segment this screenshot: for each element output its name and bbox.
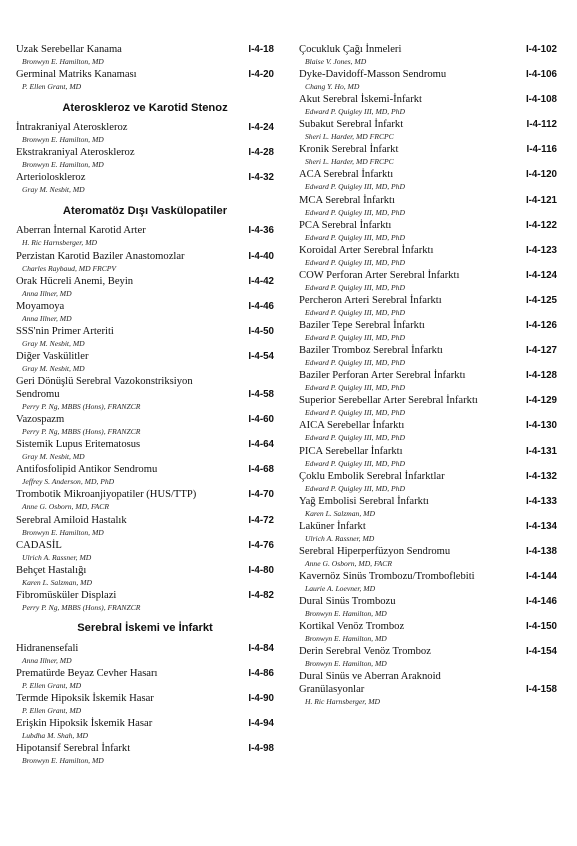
entry-author: Anna Illner, MD	[22, 288, 72, 298]
toc-entry[interactable]	[299, 620, 557, 645]
entry-author: Bronwyn E. Hamilton, MD	[22, 160, 104, 170]
page-number: I-4-125	[525, 294, 557, 306]
page-number: I-4-130	[525, 420, 557, 432]
page-number: I-4-60	[248, 414, 274, 426]
entry-title: Akut Serebral İskemi-İnfarkt	[299, 94, 422, 106]
entry-author: Lubdha M. Shah, MD	[22, 731, 89, 741]
page-number: I-4-86	[248, 667, 274, 679]
page-number: I-4-64	[248, 439, 274, 451]
entry-author: Edward P. Quigley III, MD, PhD	[305, 257, 405, 267]
page-number: I-4-121	[525, 194, 557, 206]
toc-entry[interactable]	[299, 470, 557, 495]
entry-title: Kortikal Venöz Tromboz	[299, 621, 405, 633]
entry-author: Perry P. Ng, MBBS (Hons), FRANZCR	[22, 402, 141, 412]
page-number: I-4-24	[248, 122, 274, 134]
page-number: I-4-133	[525, 495, 557, 507]
entry-title: SSS'nin Primer Arteriti	[16, 325, 114, 337]
entry-title: Hipotansif Serebral İnfarkt	[16, 743, 131, 755]
entry-title: Dural Sinüs ve Aberran Araknoid	[299, 671, 441, 683]
page-number: I-4-54	[248, 350, 274, 362]
entry-author: Sheri L. Harder, MD FRCPC	[305, 132, 394, 142]
entry-title: Sistemik Lupus Eritematosus	[16, 439, 141, 451]
entry-title: Kronik Serebral İnfarkt	[299, 144, 399, 156]
entry-author: Karen L. Salzman, MD	[305, 508, 375, 518]
entry-author: Bronwyn E. Hamilton, MD	[22, 527, 104, 537]
entry-author: P. Ellen Grant, MD	[22, 82, 82, 92]
entry-title: ACA Serebral İnfarktı	[299, 169, 394, 181]
toc-entry[interactable]	[16, 300, 274, 325]
page-number: I-4-28	[248, 147, 274, 159]
toc-entry[interactable]	[16, 488, 274, 513]
page-number: I-4-36	[248, 225, 274, 237]
page-number: I-4-46	[248, 300, 274, 312]
entry-author: Gray M. Nesbit, MD	[22, 363, 85, 373]
toc-entry[interactable]	[299, 168, 557, 193]
entry-title: Superior Serebellar Arter Serebral İnfarktı	[299, 395, 478, 407]
toc-entry[interactable]	[16, 667, 274, 692]
page-number: I-4-82	[248, 589, 274, 601]
page-number: I-4-128	[525, 370, 557, 382]
entry-author: Chang Y. Ho, MD	[305, 82, 360, 92]
entry-author: P. Ellen Grant, MD	[22, 680, 82, 690]
page-number: I-4-58	[248, 389, 274, 401]
section-heading: Serebral İskemi ve İnfarkt	[77, 622, 213, 635]
entry-author: Edward P. Quigley III, MD, PhD	[305, 307, 405, 317]
entry-title: Koroidal Arter Serebral İnfarktı	[299, 244, 434, 256]
entry-title: CADASİL	[16, 539, 62, 551]
entry-author: Edward P. Quigley III, MD, PhD	[305, 383, 405, 393]
entry-title: Subakut Serebral İnfarkt	[299, 119, 404, 131]
toc-entry[interactable]	[16, 224, 274, 249]
page-number: I-4-50	[248, 325, 274, 337]
entry-title: İntrakraniyal Ateroskleroz	[16, 122, 128, 134]
page-number: I-4-144	[525, 570, 557, 582]
entry-author: Jeffrey S. Anderson, MD, PhD	[22, 477, 115, 487]
toc-entry[interactable]	[299, 445, 557, 470]
toc-entry[interactable]	[16, 692, 274, 717]
entry-author: Anne G. Osborn, MD, FACR	[305, 558, 392, 568]
entry-author: Ulrich A. Rassner, MD	[305, 533, 375, 543]
entry-title: Geri Dönüşlü Serebral Vazokonstriksiyon	[16, 376, 193, 388]
entry-title: MCA Serebral İnfarktı	[299, 194, 395, 206]
entry-title: Hidranensefali	[16, 642, 79, 654]
page-number: I-4-134	[525, 520, 557, 532]
toc-entry[interactable]	[299, 194, 557, 219]
page-number: I-4-90	[248, 693, 274, 705]
toc-entry[interactable]	[16, 43, 274, 68]
toc-entry[interactable]	[299, 344, 557, 369]
entry-title: Serebral Amiloid Hastalık	[16, 514, 127, 526]
entry-author: Ulrich A. Rassner, MD	[22, 552, 92, 562]
page-number: I-4-129	[525, 395, 557, 407]
toc-entry[interactable]	[299, 570, 557, 595]
toc-entry[interactable]	[16, 463, 274, 488]
toc-entry[interactable]	[299, 419, 557, 444]
entry-title: AICA Serebellar İnfarktı	[299, 420, 405, 432]
entry-author: Bronwyn E. Hamilton, MD	[22, 756, 104, 766]
page-number: I-4-112	[526, 119, 557, 131]
entry-title-continued: Granülasyonlar	[299, 684, 365, 696]
entry-title: PICA Serebellar İnfarktı	[299, 445, 403, 457]
page-number: I-4-131	[525, 445, 557, 457]
entry-author: P. Ellen Grant, MD	[22, 706, 82, 716]
page-number: I-4-80	[248, 564, 274, 576]
entry-author: Edward P. Quigley III, MD, PhD	[305, 107, 405, 117]
entry-title: Ekstrakraniyal Ateroskleroz	[16, 147, 135, 159]
page-number: I-4-94	[248, 718, 274, 730]
entry-author: Bronwyn E. Hamilton, MD	[22, 57, 104, 66]
toc-entry[interactable]	[299, 93, 557, 118]
page-number: I-4-154	[525, 646, 557, 658]
page-number: I-4-138	[525, 545, 557, 557]
entry-author: Gray M. Nesbit, MD	[22, 185, 85, 195]
toc-entry[interactable]	[16, 642, 274, 667]
section-heading: Ateroskleroz ve Karotid Stenoz	[62, 101, 228, 114]
entry-author: Laurie A. Loevner, MD	[305, 583, 376, 593]
entry-author: Bronwyn E. Hamilton, MD	[22, 135, 104, 145]
toc-right-column	[299, 43, 557, 708]
entry-title: Vazospazm	[16, 414, 65, 426]
page-number: I-4-32	[248, 172, 274, 184]
entry-author: Gray M. Nesbit, MD	[22, 338, 85, 348]
entry-title: Fibromüsküler Displazi	[16, 589, 117, 601]
toc-entry[interactable]	[16, 589, 274, 614]
toc-entry[interactable]	[16, 742, 274, 767]
toc-entry[interactable]	[16, 171, 274, 196]
page-number: I-4-42	[248, 275, 274, 287]
page-number: I-4-68	[248, 464, 274, 476]
entry-author: Edward P. Quigley III, MD, PhD	[305, 408, 405, 418]
entry-author: Anna Illner, MD	[22, 655, 72, 665]
entry-author: Edward P. Quigley III, MD, PhD	[305, 333, 405, 343]
entry-title-continued: Sendromu	[16, 389, 60, 401]
entry-title: Orak Hücreli Anemi, Beyin	[16, 275, 134, 287]
entry-title: Derin Serebral Venöz Tromboz	[299, 646, 431, 658]
toc-left-column	[16, 43, 274, 767]
entry-title: Dural Sinüs Trombozu	[299, 596, 396, 608]
entry-title: Baziler Perforan Arter Serebral İnfarktı	[299, 370, 466, 382]
toc-entry[interactable]	[16, 325, 274, 350]
page-number: I-4-158	[525, 684, 557, 696]
entry-author: Blaise V. Jones, MD	[305, 57, 367, 66]
entry-title: Termde Hipoksik İskemik Hasar	[16, 693, 154, 705]
toc-entry[interactable]	[16, 146, 274, 171]
entry-title: Trombotik Mikroanjiyopatiler (HUS/TTP)	[16, 489, 197, 501]
page-number: I-4-123	[525, 244, 557, 256]
entry-author: Edward P. Quigley III, MD, PhD	[305, 458, 405, 468]
page-number: I-4-98	[248, 743, 274, 755]
toc-entry[interactable]	[299, 495, 557, 520]
entry-title: Moyamoya	[16, 300, 65, 312]
entry-author: Karen L. Salzman, MD	[22, 577, 92, 587]
section-heading: Ateromatöz Dışı Vaskülopatiler	[62, 204, 228, 217]
entry-author: Anna Illner, MD	[22, 313, 72, 323]
toc-entry[interactable]	[299, 68, 557, 93]
entry-title: Perzistan Karotid Baziler Anastomozlar	[16, 250, 185, 262]
page-number: I-4-40	[248, 250, 274, 262]
entry-author: Edward P. Quigley III, MD, PhD	[305, 358, 405, 368]
entry-title: Antifosfolipid Antikor Sendromu	[16, 464, 158, 476]
entry-title: Erişkin Hipoksik İskemik Hasar	[16, 718, 153, 730]
entry-author: Edward P. Quigley III, MD, PhD	[305, 282, 405, 292]
toc-entry[interactable]	[16, 564, 274, 589]
entry-author: Edward P. Quigley III, MD, PhD	[305, 433, 405, 443]
page-number: I-4-102	[525, 44, 557, 55]
entry-title: Germinal Matriks Kanaması	[16, 69, 137, 81]
entry-author: Perry P. Ng, MBBS (Hons), FRANZCR	[22, 602, 141, 612]
page-number: I-4-20	[248, 69, 274, 81]
entry-author: Anne G. Osborn, MD, FACR	[22, 502, 109, 512]
toc-entry[interactable]	[299, 670, 557, 708]
entry-author: Bronwyn E. Hamilton, MD	[305, 659, 387, 669]
entry-title: Prematürde Beyaz Cevher Hasarı	[16, 667, 158, 679]
entry-title: Aberran İnternal Karotid Arter	[16, 225, 146, 237]
entry-title: Yağ Embolisi Serebral İnfarktı	[299, 495, 429, 507]
entry-title: Baziler Tromboz Serebral İnfarktı	[299, 345, 443, 357]
entry-author: Sheri L. Harder, MD FRCPC	[305, 157, 394, 167]
entry-title: Arterioloskleroz	[16, 172, 86, 184]
entry-author: Edward P. Quigley III, MD, PhD	[305, 207, 405, 217]
entry-title: Percheron Arteri Serebral İnfarktı	[299, 294, 442, 306]
toc-entry[interactable]	[16, 68, 274, 93]
entry-author: Bronwyn E. Hamilton, MD	[305, 634, 387, 644]
page-number: I-4-124	[525, 269, 557, 281]
page-number: I-4-72	[248, 514, 274, 526]
toc-entry[interactable]	[299, 319, 557, 344]
toc-entry[interactable]	[16, 438, 274, 463]
entry-author: H. Ric Harnsberger, MD	[305, 697, 381, 707]
entry-author: Perry P. Ng, MBBS (Hons), FRANZCR	[22, 427, 141, 437]
page-number: I-4-70	[248, 489, 274, 501]
toc-entry[interactable]	[16, 275, 274, 300]
page-number: I-4-126	[525, 320, 557, 332]
entry-author: Bronwyn E. Hamilton, MD	[305, 609, 387, 619]
page-number: I-4-106	[525, 69, 557, 81]
entry-title: COW Perforan Arter Serebral İnfarktı	[299, 269, 460, 281]
toc-entry[interactable]	[16, 250, 274, 275]
entry-title: Diğer Vaskülitler	[16, 350, 89, 362]
page-number: I-4-132	[525, 470, 557, 482]
page-number: I-4-122	[525, 219, 557, 231]
entry-title: Uzak Serebellar Kanama	[16, 44, 122, 55]
toc-entry[interactable]	[299, 269, 557, 294]
entry-author: Edward P. Quigley III, MD, PhD	[305, 232, 405, 242]
entry-title: Dyke-Davidoff-Masson Sendromu	[299, 69, 447, 81]
page-number: I-4-76	[248, 539, 274, 551]
page-number: I-4-146	[525, 596, 557, 608]
toc-entry[interactable]	[16, 121, 274, 146]
page-number: I-4-127	[525, 345, 557, 357]
entry-title: Çocukluk Çağı İnmeleri	[299, 44, 402, 55]
toc-entry[interactable]	[299, 143, 557, 168]
toc-entry[interactable]	[16, 413, 274, 438]
toc-entry[interactable]	[299, 294, 557, 319]
toc-entry[interactable]	[299, 520, 557, 545]
entry-author: Edward P. Quigley III, MD, PhD	[305, 182, 405, 192]
toc-entry[interactable]	[299, 369, 557, 394]
toc-entry[interactable]	[16, 375, 274, 413]
entry-title: Çoklu Embolik Serebral İnfarktlar	[299, 470, 445, 482]
entry-title: Kavernöz Sinüs Trombozu/Tromboflebiti	[299, 570, 475, 582]
entry-author: H. Ric Harnsberger, MD	[22, 238, 98, 248]
toc-entry[interactable]	[299, 43, 557, 68]
toc-entry[interactable]	[299, 118, 557, 143]
toc-entry[interactable]	[16, 717, 274, 742]
entry-title: Laküner İnfarkt	[299, 520, 366, 532]
page-number: I-4-150	[525, 621, 557, 633]
page-number: I-4-120	[525, 169, 557, 181]
toc-entry[interactable]	[16, 350, 274, 375]
page-number: I-4-18	[248, 44, 274, 55]
entry-title: Serebral Hiperperfüzyon Sendromu	[299, 545, 451, 557]
page-number: I-4-116	[526, 144, 557, 156]
entry-author: Edward P. Quigley III, MD, PhD	[305, 483, 405, 493]
toc-entry[interactable]	[16, 539, 274, 564]
page-number: I-4-108	[525, 94, 557, 106]
toc-entry[interactable]	[299, 645, 557, 670]
entry-title: Behçet Hastalığı	[16, 564, 87, 576]
toc-entry[interactable]	[299, 219, 557, 244]
toc-entry[interactable]	[299, 545, 557, 570]
toc-entry[interactable]	[299, 595, 557, 620]
entry-author: Charles Raybaud, MD FRCPV	[22, 263, 117, 273]
toc-entry[interactable]	[299, 244, 557, 269]
entry-author: Gray M. Nesbit, MD	[22, 452, 85, 462]
entry-title: Baziler Tepe Serebral İnfarktı	[299, 320, 425, 332]
entry-title: PCA Serebral İnfarktı	[299, 219, 392, 231]
toc-entry[interactable]	[299, 394, 557, 419]
toc-entry[interactable]	[16, 514, 274, 539]
page-number: I-4-84	[248, 642, 274, 654]
